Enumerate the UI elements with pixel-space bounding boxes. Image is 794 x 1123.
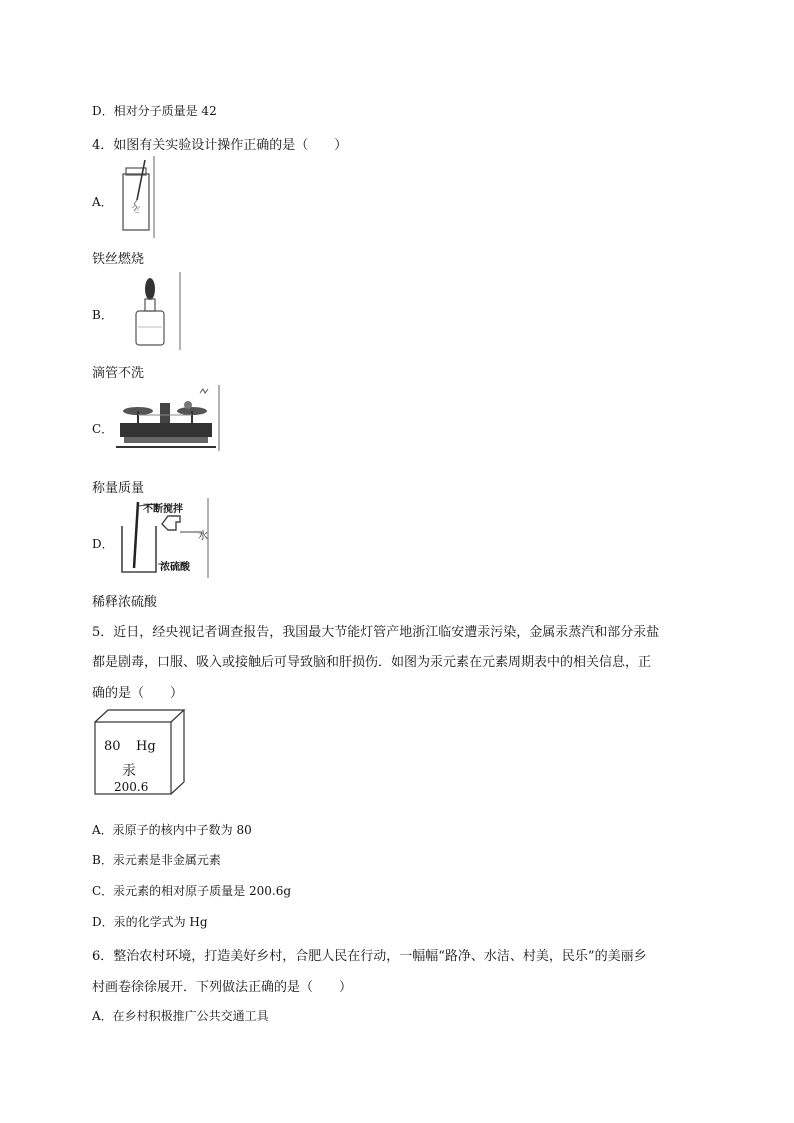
- q4-stem: 4．如图有关实验设计操作正确的是（ ）: [92, 138, 348, 153]
- q4-option-b-caption: 滴管不洗: [92, 366, 145, 381]
- element-atomic-number: 80: [104, 739, 121, 754]
- q5-stem-line-1: 5．近日，经央视记者调查报告，我国最大节能灯管产地浙江临安遭汞污染，金属汞蒸汽和部分汞盐: [92, 625, 660, 640]
- q3-option-d: D．相对分子质量是 42: [92, 104, 217, 118]
- water-label: 水: [198, 531, 208, 542]
- q6-stem-line-1: 6．整治农村环境，打造美好乡村，合肥人民在行动，一幅幅“路净、水洁、村美，民乐”的美丽乡: [92, 949, 647, 964]
- q6-stem-line-2: 村画卷徐徐展开．下列做法正确的是（ ）: [92, 980, 353, 995]
- stir-label: 不断搅拌: [143, 504, 183, 515]
- q4-option-a-caption: 铁丝燃烧: [92, 252, 145, 267]
- q4-option-a-label: A．: [92, 195, 113, 209]
- conc-acid-label: 浓硫酸: [160, 562, 190, 573]
- balance-figure: [116, 385, 222, 451]
- element-symbol: Hg: [136, 739, 156, 754]
- q6-option-a: A．在乡村积极推广公共交通工具: [92, 1009, 269, 1023]
- iron-wire-burning-figure: [118, 156, 158, 238]
- q4-option-b-label: B．: [92, 308, 113, 322]
- q5-stem-line-3: 确的是（ ）: [92, 686, 184, 701]
- element-name: 汞: [122, 763, 136, 779]
- q4-option-d-label: D．: [92, 537, 114, 551]
- q5-option-a: A．汞原子的核内中子数为 80: [92, 823, 252, 837]
- dropper-bottle-figure: [118, 272, 184, 352]
- q4-option-d-caption: 稀释浓硫酸: [92, 595, 158, 610]
- q5-stem-line-2: 都是剧毒，口服、吸入或接触后可导致脑和肝损伤．如图为汞元素在元素周期表中的相关信息，正: [92, 655, 652, 670]
- q4-option-c-caption: 称量质量: [92, 481, 145, 496]
- q5-option-d: D．汞的化学式为 Hg: [92, 915, 208, 929]
- q5-option-b: B．汞元素是非金属元素: [92, 853, 221, 867]
- q4-option-c-label: C．: [92, 422, 114, 436]
- q5-option-c: C．汞元素的相对原子质量是 200.6g: [92, 884, 292, 898]
- element-atomic-mass: 200.6: [114, 780, 149, 794]
